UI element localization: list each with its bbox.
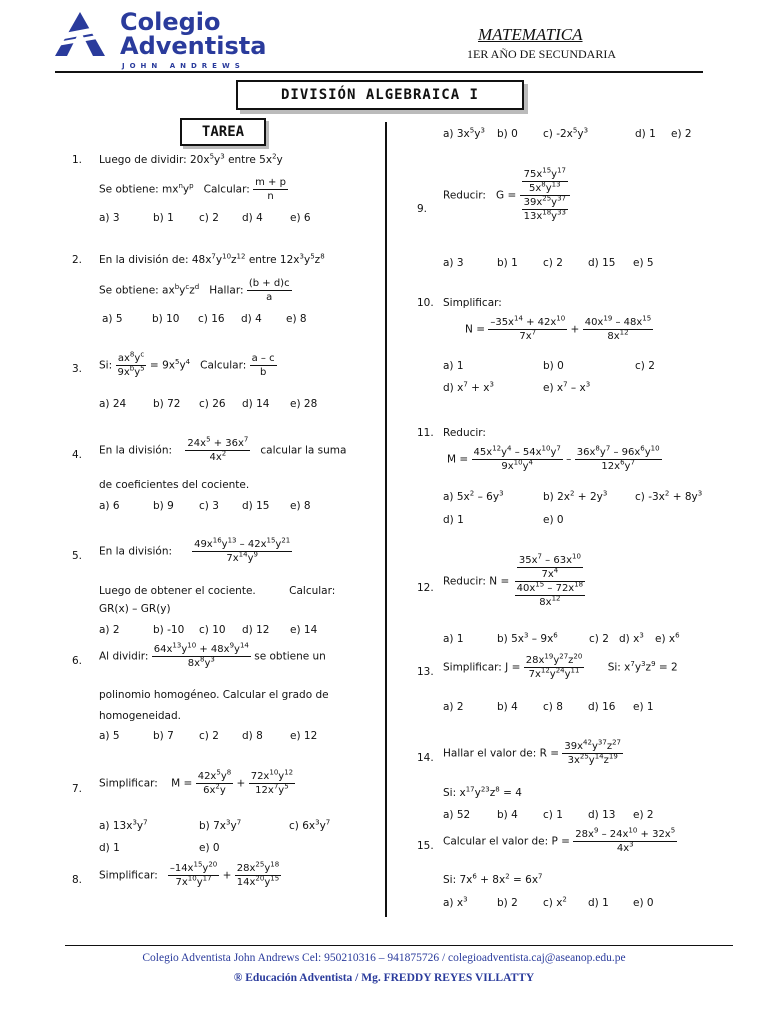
question-number: 1. (72, 154, 83, 166)
question-7-options: a) $13x^3y^7$ b) $7x^3y^7$ c) $6x^3y^7$ (99, 818, 331, 832)
question-number: 3. (72, 363, 83, 375)
question-8-options: a) $3x^5y^3$ b) 0 c) $-2x^5y^3$ d) 1 e) 2 (443, 126, 692, 140)
question-9: Reducir: G = $\frac{\frac{75x^{15}y^{17}}{5x^8y^{13}}}{\frac{39x^{25}y^{37}}{13x^{18}y^{33}}}$ (443, 168, 570, 223)
grade-label: 1ER AÑO DE SECUNDARIA (467, 47, 617, 61)
question-1-options: a) 3 b) 1 c) 2 d) 4 e) 6 (99, 212, 311, 224)
question-1: Luego de dividir: $20x^5y^3$ entre $5x^2y$ (99, 152, 283, 166)
header-divider (55, 71, 703, 73)
question-10: Simplificar: (443, 297, 502, 309)
footer-credits: ® Educación Adventista / Mg. FREDDY REYES VILLATTY (233, 972, 535, 984)
question-12: Reducir: N = $\frac{\frac{35x^7 - 63x^{10}}{7x^4}}{\frac{40x^{15} - 72x^{18}}{8x^{12}}}$ (443, 552, 584, 608)
question-number: 4. (72, 449, 83, 461)
page-title: DIVISIÓN ALGEBRAICA I (236, 80, 524, 110)
question-11-expr: M = $\frac{45x^{12}y^4 - 54x^{10}y^7}{9x^{10}y^4}$ – $\frac{36x^8y^7 - 96x^6y^{10}}{12x^6y^7}$ (447, 444, 660, 472)
question-1-calc: Se obtiene: $mx^ny^p$ Calcular: $\frac{m + p}{n}$ (99, 177, 286, 202)
question-number: 7. (72, 783, 83, 795)
question-14-condition: Si: $x^{17}y^{23}z^8 = 4$ (443, 785, 522, 799)
question-14-options: a) 52 b) 4 c) 1 d) 13 e) 2 (443, 809, 654, 821)
question-7-options-row2: d) 1 e) 0 (99, 842, 220, 854)
question-number: 5. (72, 550, 83, 562)
school-name: Colegio Adventista (120, 8, 267, 60)
question-13: Simplificar: J = $\frac{28x^{19}y^{27}z^{20}}{7x^{12}y^{24}y^{11}}$ Si: $x^7y^3z^9 = 2$ (443, 652, 678, 680)
question-3-options: a) 24 b) 72 c) 26 d) 14 e) 28 (99, 398, 318, 410)
question-number: 14. (417, 752, 434, 764)
question-4-line2: de coeficientes del cociente. (99, 479, 250, 491)
question-number: 12. (417, 582, 434, 594)
subject-title: MATEMATICA (478, 25, 583, 44)
question-15: Calcular el valor de: P = $\frac{28x^9 - 24x^{10} + 32x^5}{4x^3}$ (443, 826, 676, 854)
question-2: En la división de: $48x^7y^{10}z^{12}$ entre $12x^3y^5z^8$ (99, 252, 325, 266)
question-number: 15. (417, 840, 434, 852)
question-9-options: a) 3 b) 1 c) 2 d) 15 e) 5 (443, 257, 654, 269)
question-2-calc: Se obtiene: $ax^by^cz^d$ Hallar: $\frac{(b + d)c}{a}$ (99, 278, 290, 303)
question-number: 11. (417, 427, 434, 439)
question-10-options: a) 1 b) 0 c) 2 (443, 360, 655, 372)
question-15-condition: Si: $7x^6 + 8x^2 = 6x^7$ (443, 872, 543, 886)
question-11-options: a) $5x^2 - 6y^3$ b) $2x^2 + 2y^3$ c) $-3x^2 + 8y^3$ (443, 489, 703, 503)
question-15-options: a) $x^3$ b) 2 c) $x^2$ d) 1 e) 0 (443, 895, 654, 909)
question-7: Simplificar: M = $\frac{42x^5y^8}{6x^2y}$ + $\frac{72x^{10}y^{12}}{12x^7y^5}$ (99, 768, 294, 796)
question-8: Simplificar: $\frac{-14x^{15}y^{20}}{7x^{10}y^{17}}$ + $\frac{28x^{25}y^{18}}{14x^{20}y^{15}}$ (99, 860, 280, 888)
question-11: Reducir: (443, 427, 486, 439)
question-5: En la división: $\frac{49x^{16}y^{13} - 42x^{15}y^{21}}{7x^{14}y^9}$ (99, 536, 291, 564)
question-11-options-row2: d) 1 e) 0 (443, 514, 564, 526)
school-subtitle: JOHN ANDREWS (122, 62, 245, 70)
question-number: 9. (417, 203, 428, 215)
footer-contact: Colegio Adventista John Andrews Cel: 950210316 – 941875726 / colegioadventista.caj@aseanop.edu.pe (142, 952, 626, 964)
question-number: 6. (72, 655, 83, 667)
question-number: 13. (417, 666, 434, 678)
question-10-options-row2: d) $x^7 + x^3$ e) $x^7 - x^3$ (443, 380, 591, 394)
question-14: Hallar el valor de: R = $\frac{39x^{42}y^{37}z^{27}}{3x^{25}y^{14}z^{19}}$ (443, 738, 621, 766)
question-4-options: a) 6 b) 9 c) 3 d) 15 e) 8 (99, 500, 311, 512)
question-3: Si: $ax^8y^c$ $9x^by^5$ = $9x^5y^4$ Calcular: $\frac{a - c}{b}$ (99, 350, 275, 378)
question-5-line3: GR(x) – GR(y) (99, 603, 171, 615)
question-5-line2: Luego de obtener el cociente. Calcular: (99, 585, 336, 597)
question-4: En la división: $\frac{24x^5 + 36x^7}{4x^2}$ calcular la suma (99, 435, 347, 463)
question-5-options: a) 2 b) -10 c) 10 d) 12 e) 14 (99, 624, 318, 636)
question-10-expr: N = $\frac{-35x^{14} + 42x^{10}}{7x^7}$ + $\frac{40x^{19} - 48x^{15}}{8x^{12}}$ (465, 314, 652, 342)
question-6-line2: polinomio homogéneo. Calcular el grado de (99, 689, 329, 701)
column-divider (385, 122, 387, 917)
question-number: 10. (417, 297, 434, 309)
question-6-line3: homogeneidad. (99, 710, 181, 722)
question-2-options: a) 5 b) 10 c) 16 d) 4 e) 8 (102, 313, 307, 325)
question-number: 8. (72, 874, 83, 886)
footer-divider (65, 945, 733, 946)
question-13-options: a) 2 b) 4 c) 8 d) 16 e) 1 (443, 701, 654, 713)
school-logo-icon (55, 12, 105, 56)
question-number: 2. (72, 254, 83, 266)
question-12-options: a) 1 b) $5x^3 - 9x^6$ c) 2 d) $x^3$ e) $x^6$ (443, 631, 680, 645)
question-6-options: a) 5 b) 7 c) 2 d) 8 e) 12 (99, 730, 318, 742)
question-6: Al dividir: $\frac{64x^{13}y^{10} + 48x^9y^{14}}{8x^8y^3}$ se obtiene un (99, 641, 326, 669)
section-label: TAREA (180, 118, 266, 146)
